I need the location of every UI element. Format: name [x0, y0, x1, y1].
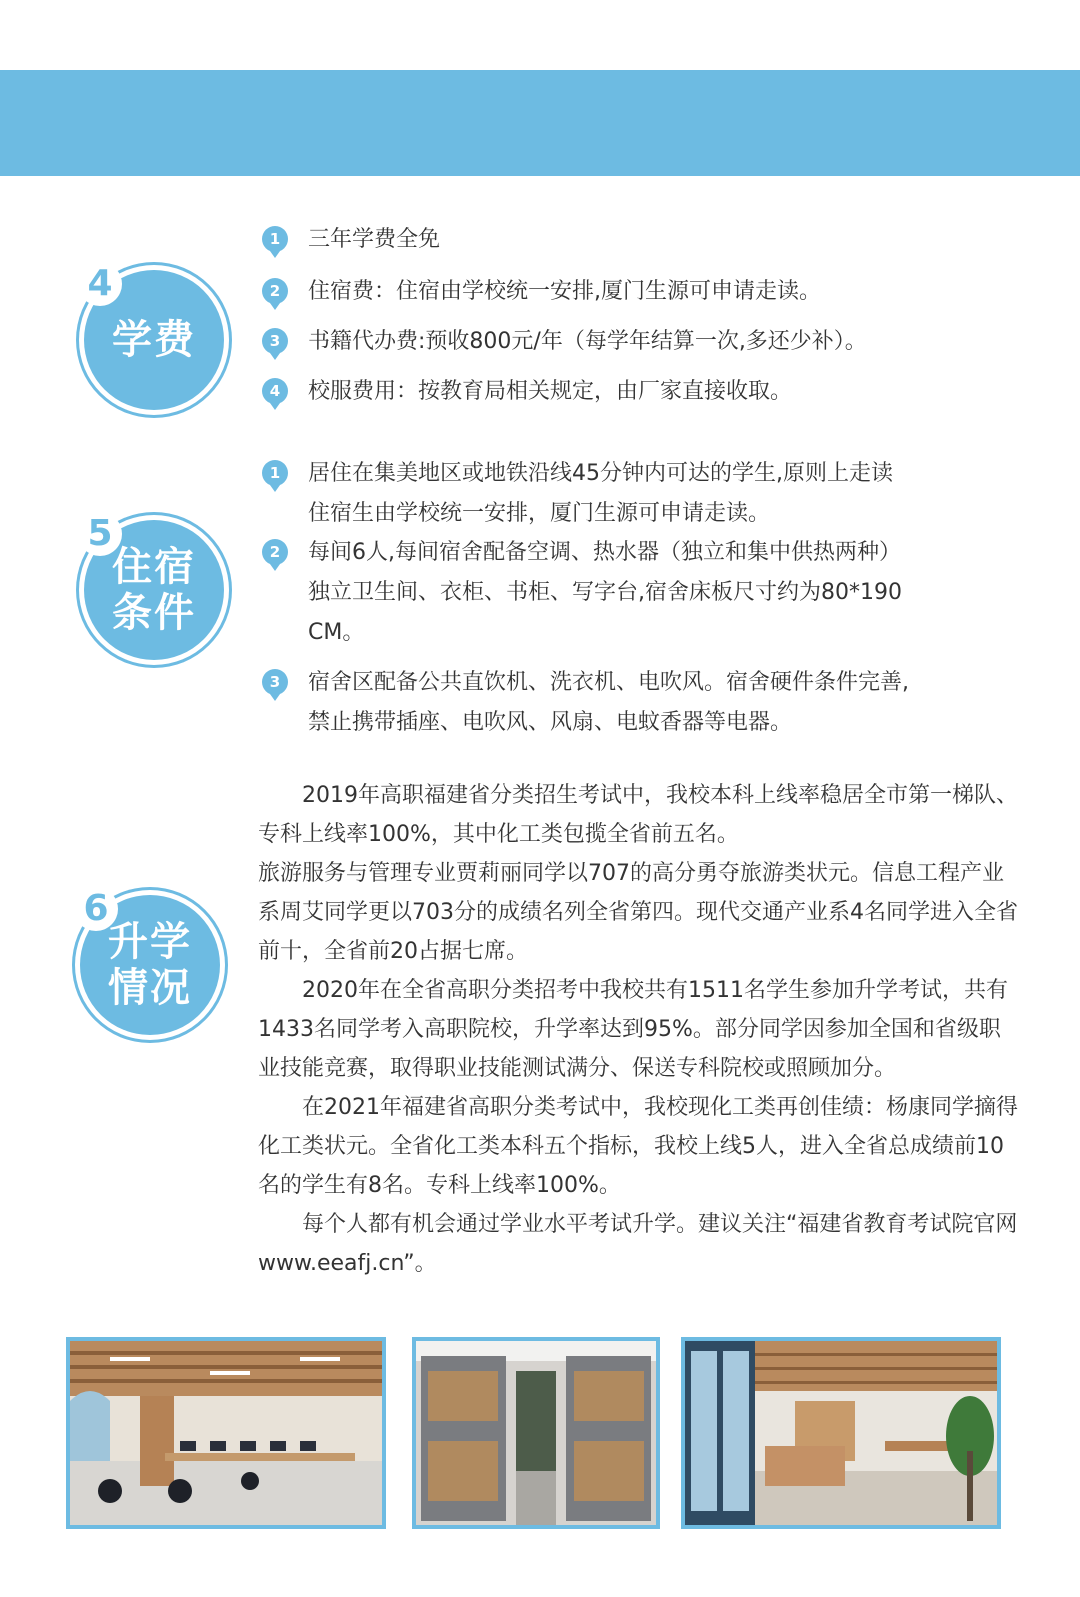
- list-item: 3 书籍代办费:预收800元/年（每学年结算一次,多还少补）。: [262, 322, 1042, 362]
- list-item: 1 居住在集美地区或地铁沿线45分钟内可达的学生,原则上走读 住宿生由学校统一安排，厦门生源可申请走读。: [262, 454, 1042, 534]
- further-study-text: [258, 776, 1018, 1283]
- section-badge-accommodation: [84, 513, 224, 660]
- list-item: 4 校服费用：按教育局相关规定，由厂家直接收取。: [262, 372, 1042, 412]
- number-marker-icon: 4: [262, 378, 288, 404]
- section-number: 4: [78, 262, 122, 306]
- dormitory-image: [416, 1341, 656, 1525]
- list-item: 2 住宿费：住宿由学校统一安排,厦门生源可申请走读。: [262, 272, 1042, 312]
- paragraph: 2019年高职福建省分类招生考试中，我校本科上线率稳居全市第一梯队、专科上线率100%，其中化工类包揽全省前五名。: [258, 783, 1018, 847]
- list-item: 2 每间6人,每间宿舍配备空调、热水器（独立和集中供热两种） 独立卫生间、衣柜、书柜、写字台,宿舍床板尺寸约为80*190 CM。: [262, 533, 1042, 653]
- number-marker-icon: 3: [262, 328, 288, 354]
- section-title: 升学 情况: [108, 919, 192, 1011]
- section-badge-tuition: [84, 263, 224, 410]
- paragraph: 2020年在全省高职分类招考中我校共有1511名学生参加升学考试，共有1433名同学考入高职院校，升学率达到95%。部分同学因参加全国和省级职业技能竞赛，取得职业技能测试满分、保送专科院校或照顾加分。: [258, 978, 1008, 1081]
- list-item: 3 宿舍区配备公共直饮机、洗衣机、电吹风。宿舍硬件条件完善, 禁止携带插座、电吹风、风扇、电蚊香器等电器。: [262, 663, 1042, 743]
- paragraph: 旅游服务与管理专业贾莉丽同学以707的高分勇夺旅游类状元。信息工程产业系周艾同学更以703分的成绩名列全省第四。现代交通产业系4名同学进入全省前十，全省前20占据七席。: [258, 861, 1018, 964]
- number-marker-icon: 3: [262, 669, 288, 695]
- section-number: 5: [78, 512, 122, 556]
- library-photo: [681, 1337, 1001, 1529]
- dormitory-photo: [412, 1337, 660, 1529]
- number-marker-icon: 1: [262, 226, 288, 252]
- library-image: [685, 1341, 997, 1525]
- paragraph: 在2021年福建省高职分类考试中，我校现化工类再创佳绩：杨康同学摘得化工类状元。全省化工类本科五个指标，我校上线5人，进入全省总成绩前10名的学生有8名。专科上线率100%。: [258, 1095, 1018, 1198]
- number-marker-icon: 2: [262, 278, 288, 304]
- section-number: 6: [74, 887, 118, 931]
- section-badge-further-study: [80, 888, 220, 1035]
- section-title: 学费: [112, 317, 196, 363]
- number-marker-icon: 2: [262, 539, 288, 565]
- section-title: 住宿 条件: [112, 544, 196, 636]
- paragraph: 每个人都有机会通过学业水平考试升学。建议关注“福建省教育考试院官网www.eeafj.cn”。: [258, 1212, 1018, 1276]
- top-banner: [0, 70, 1080, 176]
- computer-lab-photo: [66, 1337, 386, 1529]
- number-marker-icon: 1: [262, 460, 288, 486]
- list-item: 1 三年学费全免: [262, 220, 1042, 260]
- computer-lab-image: [70, 1341, 382, 1525]
